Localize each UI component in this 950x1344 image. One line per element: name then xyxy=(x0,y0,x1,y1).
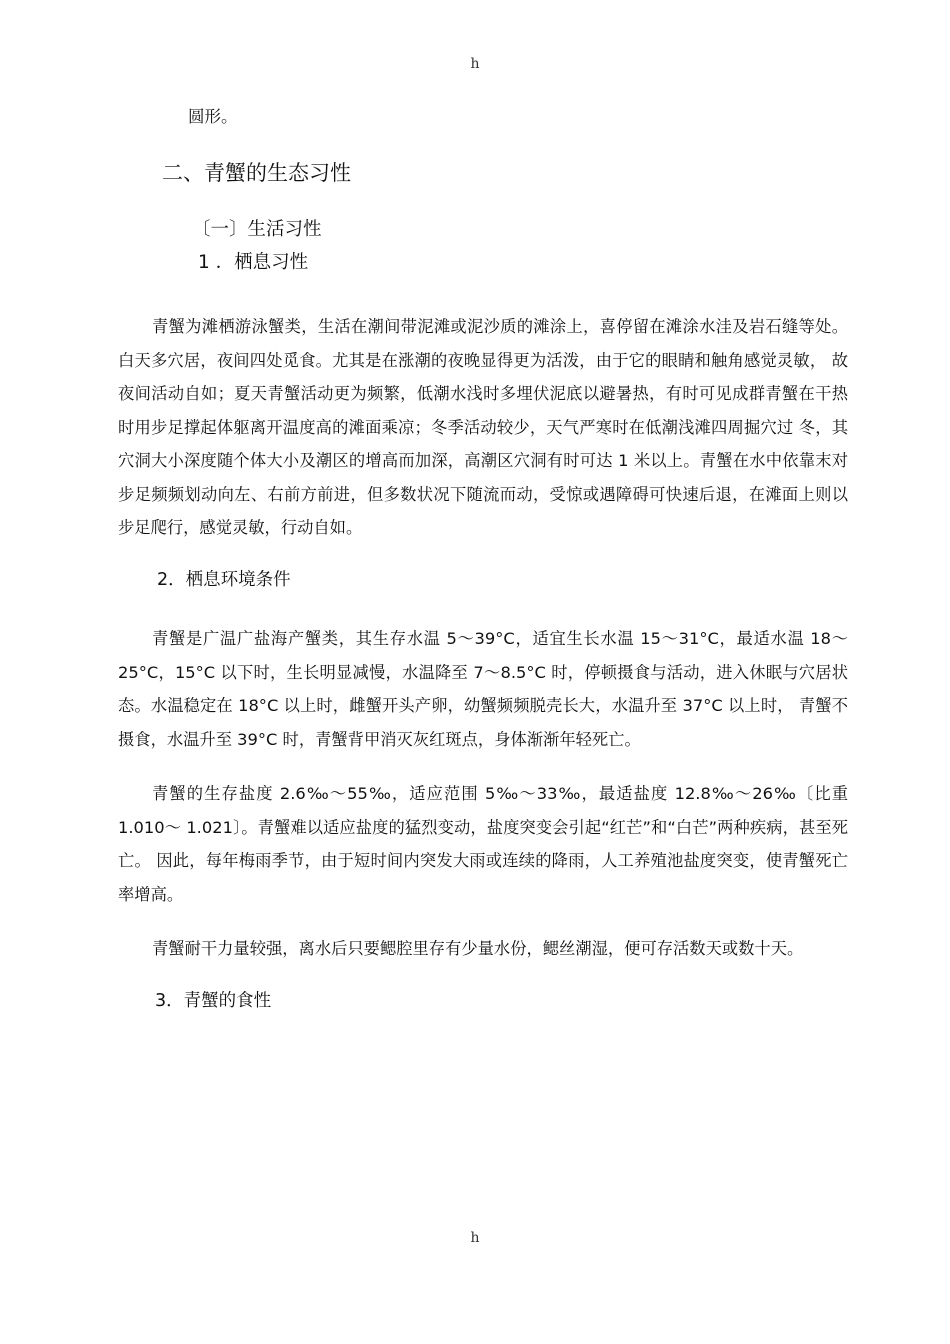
continuation-text: 圆形。 xyxy=(188,107,238,126)
paragraph-habitat-habits: 青蟹为滩栖游泳蟹类，生活在潮间带泥滩或泥沙质的滩涂上，喜停留在滩涂水洼及岩石缝等处。白天多穴居，夜间四处觅食。尤其是在涨潮的夜晚显得更为活泼，由于它的眼睛和触角感觉灵敏， 故夜间活动自如；夏天青蟹活动更为频繁，低潮水浅时多埋伏泥底以避暑热，有时可见成群青蟹在干热时用步足撑起体躯离开温度高的滩面乘凉；冬季活动较少，天气严寒时在低潮浅滩四周掘穴过 冬，其穴洞大小深度随个体大小及潮区的增高而加深，高潮区穴洞有时可达 1 米以上。青蟹在水中依靠末对步足频频划动向左、右前方前进，但多数状况下随流而动，受惊或遇障碍可快速后退，在滩面上则以步足爬行，感觉灵敏，行动自如。 xyxy=(118,317,848,537)
item3-heading: 3．青蟹的食性 xyxy=(155,991,272,1011)
paragraph-drought-tolerance: 青蟹耐干力量较强，离水后只要鳃腔里存有少量水份，鳃丝潮湿，便可存活数天或数十天。 xyxy=(152,939,804,958)
section-heading: 二、青蟹的生态习性 xyxy=(162,161,351,185)
paragraph-temperature: 青蟹是广温广盐海产蟹类，其生存水温 5～39°C，适宜生长水温 15～31°C，最适水温 18～25°C，15°C 以下时，生长明显减慢，水温降至 7～8.5°C 时，停顿摄食与活动，进入休眠与穴居状态。水温稳定在 18°C 以上时，雌蟹开头产卵，幼蟹频频脱壳长大，水温升至 37°C 以上时， 青蟹不摄食，水温升至 39°C 时，青蟹背甲消灭灰红斑点，身体渐渐年轻死亡。 xyxy=(118,629,848,749)
item1-heading: 1 ．栖息习性 xyxy=(198,252,309,273)
subsection-heading: 〔一〕生活习性 xyxy=(192,219,322,240)
page-footer-mark: h xyxy=(470,1230,480,1246)
paragraph-salinity: 青蟹的生存盐度 2.6‰～55‰，适应范围 5‰～33‰，最适盐度 12.8‰～26‰〔比重 1.010～ 1.021〕。青蟹难以适应盐度的猛烈变动，盐度突变会引起“红芒”和“白芒”两种疾病，甚至死亡。 因此，每年梅雨季节，由于短时间内突发大雨或连续的降雨，人工养殖池盐度突变，使青蟹死亡率增高。 xyxy=(118,784,848,904)
page-header-mark: h xyxy=(470,56,480,72)
item2-heading: 2．栖息环境条件 xyxy=(157,570,291,590)
